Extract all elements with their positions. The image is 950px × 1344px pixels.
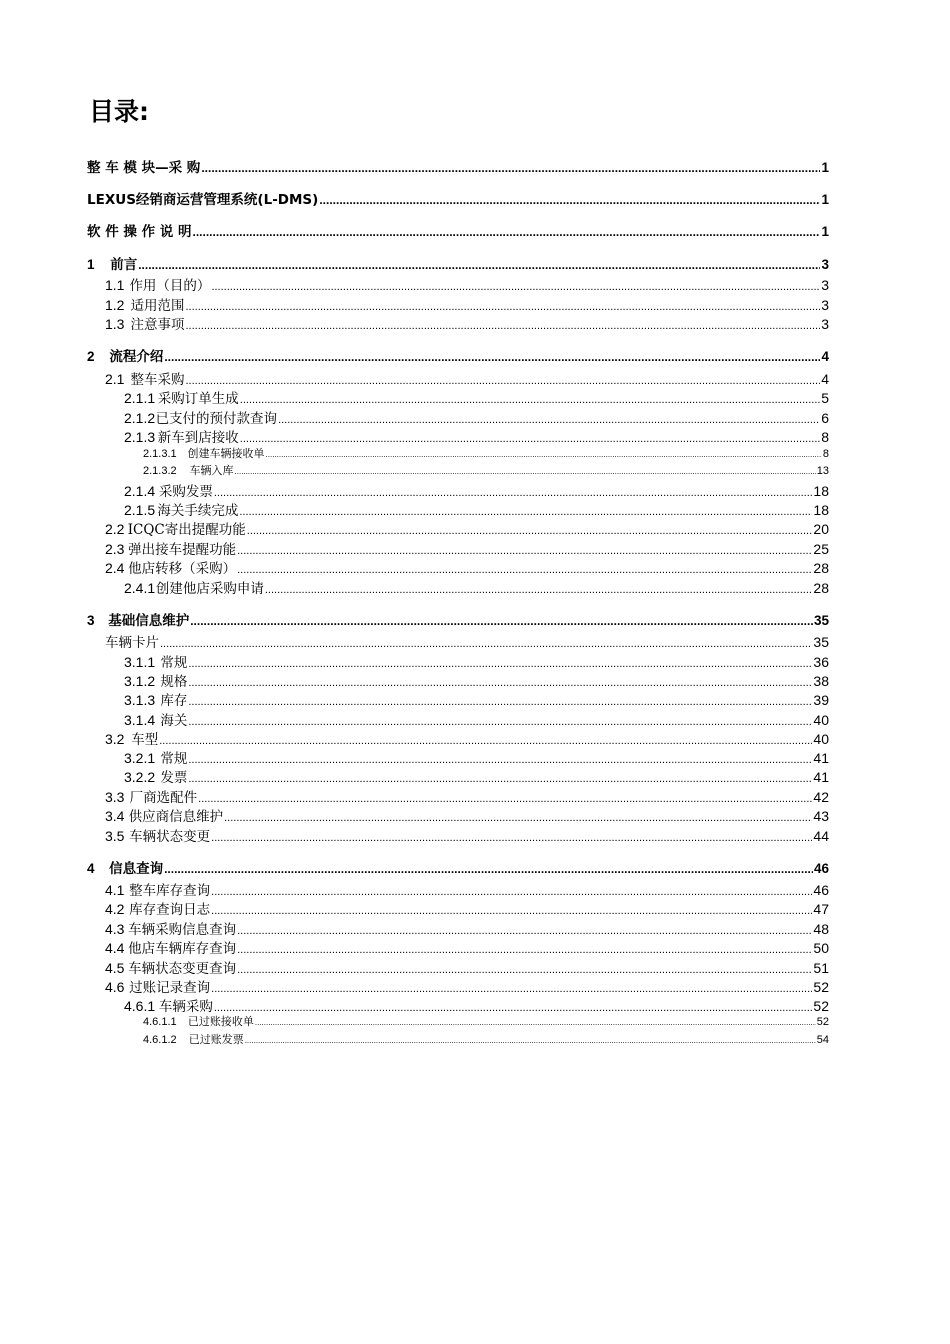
toc-entry-number: 4 <box>87 861 95 876</box>
toc-dot-leader <box>240 433 820 445</box>
toc-dot-leader <box>185 301 820 313</box>
toc-page-number: 47 <box>813 901 829 917</box>
toc-entry[interactable] <box>105 313 829 333</box>
toc-entry-title: 车辆入库 <box>189 464 234 477</box>
toc-page-number: 28 <box>813 560 829 576</box>
toc-entry-title: 已过账接收单 <box>187 1015 254 1028</box>
toc-entry[interactable] <box>143 462 829 478</box>
toc-entry-number: 2.1.4 <box>124 483 156 499</box>
toc-entry-number: 3.2 <box>105 731 125 747</box>
toc-entry[interactable] <box>124 709 829 729</box>
toc-entry-title: 车辆状态变更 <box>129 829 211 845</box>
toc-dot-leader <box>265 584 813 596</box>
toc-entry[interactable] <box>124 577 829 597</box>
toc-entry-number: 4.2 <box>105 901 125 917</box>
toc-page-number: 36 <box>813 654 829 670</box>
toc-entry[interactable] <box>105 957 829 977</box>
toc-entry-title: 弹出接车提醒功能 <box>128 542 237 558</box>
toc-entry[interactable] <box>143 1013 829 1029</box>
toc-entry-title: 整车采购 <box>130 372 185 388</box>
toc-entry-title: 整车库存查询 <box>129 883 211 899</box>
toc-entry-number: 4.4 <box>105 940 125 956</box>
toc-entry-number: 3.3 <box>105 789 125 805</box>
toc-page-number: 54 <box>816 1034 829 1046</box>
toc-entry-title: LEXUS经销商运营管理系统(L-DMS) <box>87 192 319 208</box>
toc-page-number: 52 <box>816 1016 829 1028</box>
toc-entry-title: 车型 <box>131 732 159 748</box>
toc-entry[interactable] <box>124 499 829 519</box>
toc-page-number: 51 <box>813 960 829 976</box>
toc-dot-leader <box>198 793 812 805</box>
toc-entry[interactable] <box>143 445 829 461</box>
toc-entry[interactable] <box>87 609 829 629</box>
toc-entry-number: 4.3 <box>105 921 125 937</box>
toc-entry[interactable] <box>124 747 829 767</box>
toc-dot-leader <box>245 1036 816 1045</box>
toc-entry[interactable] <box>124 407 829 427</box>
toc-entry-title: 前言 <box>110 257 138 273</box>
toc-page-number: 48 <box>813 921 829 937</box>
toc-entry[interactable] <box>124 651 829 671</box>
toc-entry-number: 1.2 <box>105 297 125 313</box>
toc-entry-number: 2.1.3.2 <box>143 465 177 477</box>
toc-entry[interactable] <box>124 689 829 709</box>
toc-page-number: 43 <box>813 808 829 824</box>
toc-entry-number: 2.4.1 <box>124 580 156 596</box>
toc-entry-number: 2.1 <box>105 371 125 387</box>
toc-dot-leader <box>188 696 812 708</box>
toc-entry-title: 车辆采购信息查询 <box>128 922 237 938</box>
toc-dot-leader <box>319 193 820 207</box>
toc-dot-leader <box>266 450 822 459</box>
toc-dot-leader <box>211 886 812 898</box>
toc-entry-number: 2.2 <box>105 521 125 537</box>
toc-page-number: 38 <box>813 673 829 689</box>
toc-entry[interactable] <box>105 294 829 314</box>
toc-entry-number: 2.3 <box>105 541 125 557</box>
toc-entry-title: 信息查询 <box>109 861 164 877</box>
toc-entry[interactable] <box>105 557 829 577</box>
toc-page-number: 35 <box>813 613 829 628</box>
toc-entry-number: 2.1.3 <box>124 429 156 445</box>
toc-entry-title: ICQC寄出提醒功能 <box>127 522 246 538</box>
toc-dot-leader <box>211 832 812 844</box>
toc-dot-leader <box>190 614 813 628</box>
toc-entry-number: 3.1.4 <box>124 712 156 728</box>
toc-entry-number: 1 <box>87 257 95 272</box>
toc-entry-number: 2.4 <box>105 560 125 576</box>
toc-dot-leader <box>164 350 820 364</box>
toc-entry[interactable] <box>105 786 829 806</box>
toc-page-number: 1 <box>821 224 829 239</box>
toc-entry[interactable] <box>105 918 829 938</box>
toc-entry-number: 4.6.1 <box>124 998 156 1014</box>
toc-dot-leader <box>138 258 820 272</box>
toc-page-number: 41 <box>813 750 829 766</box>
toc-entry-title: 流程介绍 <box>109 349 164 365</box>
toc-entry[interactable] <box>87 253 829 273</box>
toc-dot-leader <box>235 467 816 476</box>
toc-dot-leader <box>185 375 820 387</box>
toc-entry[interactable] <box>105 538 829 558</box>
toc-entry-title: 新车到店接收 <box>157 430 239 446</box>
toc-entry[interactable] <box>105 937 829 957</box>
toc-entry-title: 软 件 操 作 说 明 <box>87 224 192 240</box>
toc-entry-number: 1.3 <box>105 316 125 332</box>
toc-entry-number: 3.4 <box>105 808 125 824</box>
toc-page-number: 42 <box>813 789 829 805</box>
toc-entry-number: 3.2.1 <box>124 750 156 766</box>
toc-entry-title: 车辆状态变更查询 <box>128 961 237 977</box>
toc-entry[interactable] <box>124 480 829 500</box>
toc-entry-title: 库存 <box>160 693 188 709</box>
toc-entry-title: 车辆采购 <box>158 999 213 1015</box>
toc-dot-leader <box>247 525 813 537</box>
toc-entry-title: 过账记录查询 <box>129 980 211 996</box>
toc-page-number: 46 <box>813 861 829 876</box>
toc-page-number: 35 <box>813 634 829 650</box>
toc-page-number: 40 <box>813 712 829 728</box>
toc-entry-title: 创建他店采购申请 <box>155 581 264 597</box>
toc-entry[interactable] <box>105 976 829 996</box>
toc-entry-title: 采购发票 <box>158 484 213 500</box>
toc-page-number: 41 <box>813 769 829 785</box>
toc-dot-leader <box>278 414 820 426</box>
toc-page-number: 8 <box>821 429 829 445</box>
toc-page-number: 4 <box>821 371 829 387</box>
toc-entry-number: 4.6.1.1 <box>143 1016 177 1028</box>
toc-dot-leader <box>237 944 812 956</box>
toc-page-number: 3 <box>821 257 829 272</box>
toc-entry-title: 常规 <box>160 655 188 671</box>
toc-entry-number: 2.1.2 <box>124 410 156 426</box>
toc-entry-number: 4.6 <box>105 979 125 995</box>
toc-dot-leader <box>237 925 812 937</box>
toc-dot-leader <box>193 225 821 239</box>
toc-entry[interactable] <box>87 220 829 240</box>
toc-page-number: 46 <box>813 882 829 898</box>
toc-entry-number: 3.5 <box>105 828 125 844</box>
toc-entry-title: 库存查询日志 <box>129 902 211 918</box>
toc-dot-leader <box>185 320 820 332</box>
toc-entry-title: 已过账发票 <box>188 1033 244 1046</box>
toc-entry[interactable] <box>87 156 829 176</box>
toc-entry[interactable] <box>105 805 829 825</box>
toc-entry-number: 2.1.3.1 <box>143 448 177 460</box>
toc-entry-title: 他店转移（采购） <box>128 561 237 577</box>
toc-entry[interactable] <box>124 426 829 446</box>
toc-entry-title: 整 车 模 块—采 购 <box>87 160 201 176</box>
toc-entry-number: 3.1.1 <box>124 654 156 670</box>
toc-entry[interactable] <box>105 518 829 538</box>
toc-entry-number: 4.1 <box>105 882 125 898</box>
toc-entry[interactable] <box>105 274 829 294</box>
toc-entry[interactable] <box>87 857 829 877</box>
toc-entry[interactable] <box>124 766 829 786</box>
toc-page-number: 44 <box>813 828 829 844</box>
toc-entry-number: 3 <box>87 613 95 628</box>
toc-dot-leader <box>201 161 820 175</box>
toc-entry-title: 已支付的预付款查询 <box>155 411 278 427</box>
toc-entry-title: 适用范围 <box>130 298 185 314</box>
toc-dot-leader <box>160 638 812 650</box>
toc-page-number: 50 <box>813 940 829 956</box>
toc-entry-title: 基础信息维护 <box>108 613 190 629</box>
toc-page-number: 1 <box>821 160 829 175</box>
toc-page-number: 3 <box>821 316 829 332</box>
toc-entry-number: 4.5 <box>105 960 125 976</box>
toc-dot-leader <box>159 735 812 747</box>
toc-entry[interactable] <box>105 879 829 899</box>
toc-heading: 目录: <box>89 97 149 126</box>
toc-entry-title: 海关手续完成 <box>157 503 239 519</box>
toc-dot-leader <box>188 716 812 728</box>
toc-page-number: 3 <box>821 297 829 313</box>
toc-dot-leader <box>211 905 812 917</box>
toc-page-number: 4 <box>821 349 829 364</box>
toc-dot-leader <box>240 394 820 406</box>
toc-dot-leader <box>188 773 812 785</box>
toc-entry-title: 海关 <box>160 713 188 729</box>
toc-entry[interactable] <box>105 631 829 651</box>
toc-entry[interactable] <box>87 345 829 365</box>
toc-entry-title: 车辆卡片 <box>105 635 159 651</box>
toc-page-number: 5 <box>821 390 829 406</box>
toc-page-number: 8 <box>822 448 829 460</box>
toc-dot-leader <box>237 545 812 557</box>
toc-entry-number: 1.1 <box>105 277 125 293</box>
toc-entry[interactable] <box>105 898 829 918</box>
toc-dot-leader <box>188 658 812 670</box>
toc-dot-leader <box>214 487 813 499</box>
toc-page-number: 52 <box>813 979 829 995</box>
toc-dot-leader <box>164 862 813 876</box>
toc-entry[interactable] <box>105 728 829 748</box>
toc-entry[interactable] <box>105 368 829 388</box>
toc-entry[interactable] <box>87 188 829 208</box>
toc-entry[interactable] <box>124 670 829 690</box>
toc-page-number: 3 <box>821 277 829 293</box>
toc-dot-leader <box>211 281 820 293</box>
toc-entry[interactable] <box>105 825 829 845</box>
toc-page-number: 1 <box>821 192 829 207</box>
toc-entry-title: 规格 <box>160 674 188 690</box>
toc-entry[interactable] <box>124 995 829 1015</box>
toc-dot-leader <box>188 754 812 766</box>
toc-entry-title: 供应商信息维护 <box>128 809 224 825</box>
toc-dot-leader <box>211 983 812 995</box>
toc-entry-number: 2.1.5 <box>124 502 156 518</box>
toc-page-number: 28 <box>813 580 829 596</box>
toc-entry-number: 4.6.1.2 <box>143 1034 177 1046</box>
toc-dot-leader <box>237 964 812 976</box>
toc-entry-title: 作用（目的） <box>129 278 211 294</box>
toc-page-number: 52 <box>813 998 829 1014</box>
toc-page-number: 20 <box>813 521 829 537</box>
toc-dot-leader <box>188 677 812 689</box>
toc-page-number: 18 <box>813 502 829 518</box>
toc-entry-number: 2.1.1 <box>124 390 156 406</box>
toc-dot-leader <box>224 812 812 824</box>
toc-dot-leader <box>255 1018 816 1027</box>
toc-entry-number: 2 <box>87 349 95 364</box>
toc-entry-title: 发票 <box>160 770 188 786</box>
toc-entry-number: 3.1.3 <box>124 692 156 708</box>
toc-entry[interactable] <box>143 1031 829 1047</box>
toc-page-number: 13 <box>816 465 829 477</box>
toc-entry-title: 注意事项 <box>130 317 185 333</box>
toc-page-number: 39 <box>813 692 829 708</box>
toc-dot-leader <box>239 506 812 518</box>
toc-page-number: 25 <box>813 541 829 557</box>
toc-entry-title: 采购订单生成 <box>157 391 239 407</box>
toc-entry[interactable] <box>124 387 829 407</box>
toc-entry-title: 创建车辆接收单 <box>187 447 265 460</box>
toc-page-number: 6 <box>821 410 829 426</box>
toc-entry-title: 他店车辆库存查询 <box>128 941 237 957</box>
toc-entry-title: 常规 <box>160 751 188 767</box>
toc-page-number: 18 <box>813 483 829 499</box>
toc-dot-leader <box>237 564 812 576</box>
toc-entry-number: 3.2.2 <box>124 769 156 785</box>
toc-entry-number: 3.1.2 <box>124 673 156 689</box>
toc-entry-title: 厂商选配件 <box>129 790 198 806</box>
toc-page-number: 40 <box>813 731 829 747</box>
